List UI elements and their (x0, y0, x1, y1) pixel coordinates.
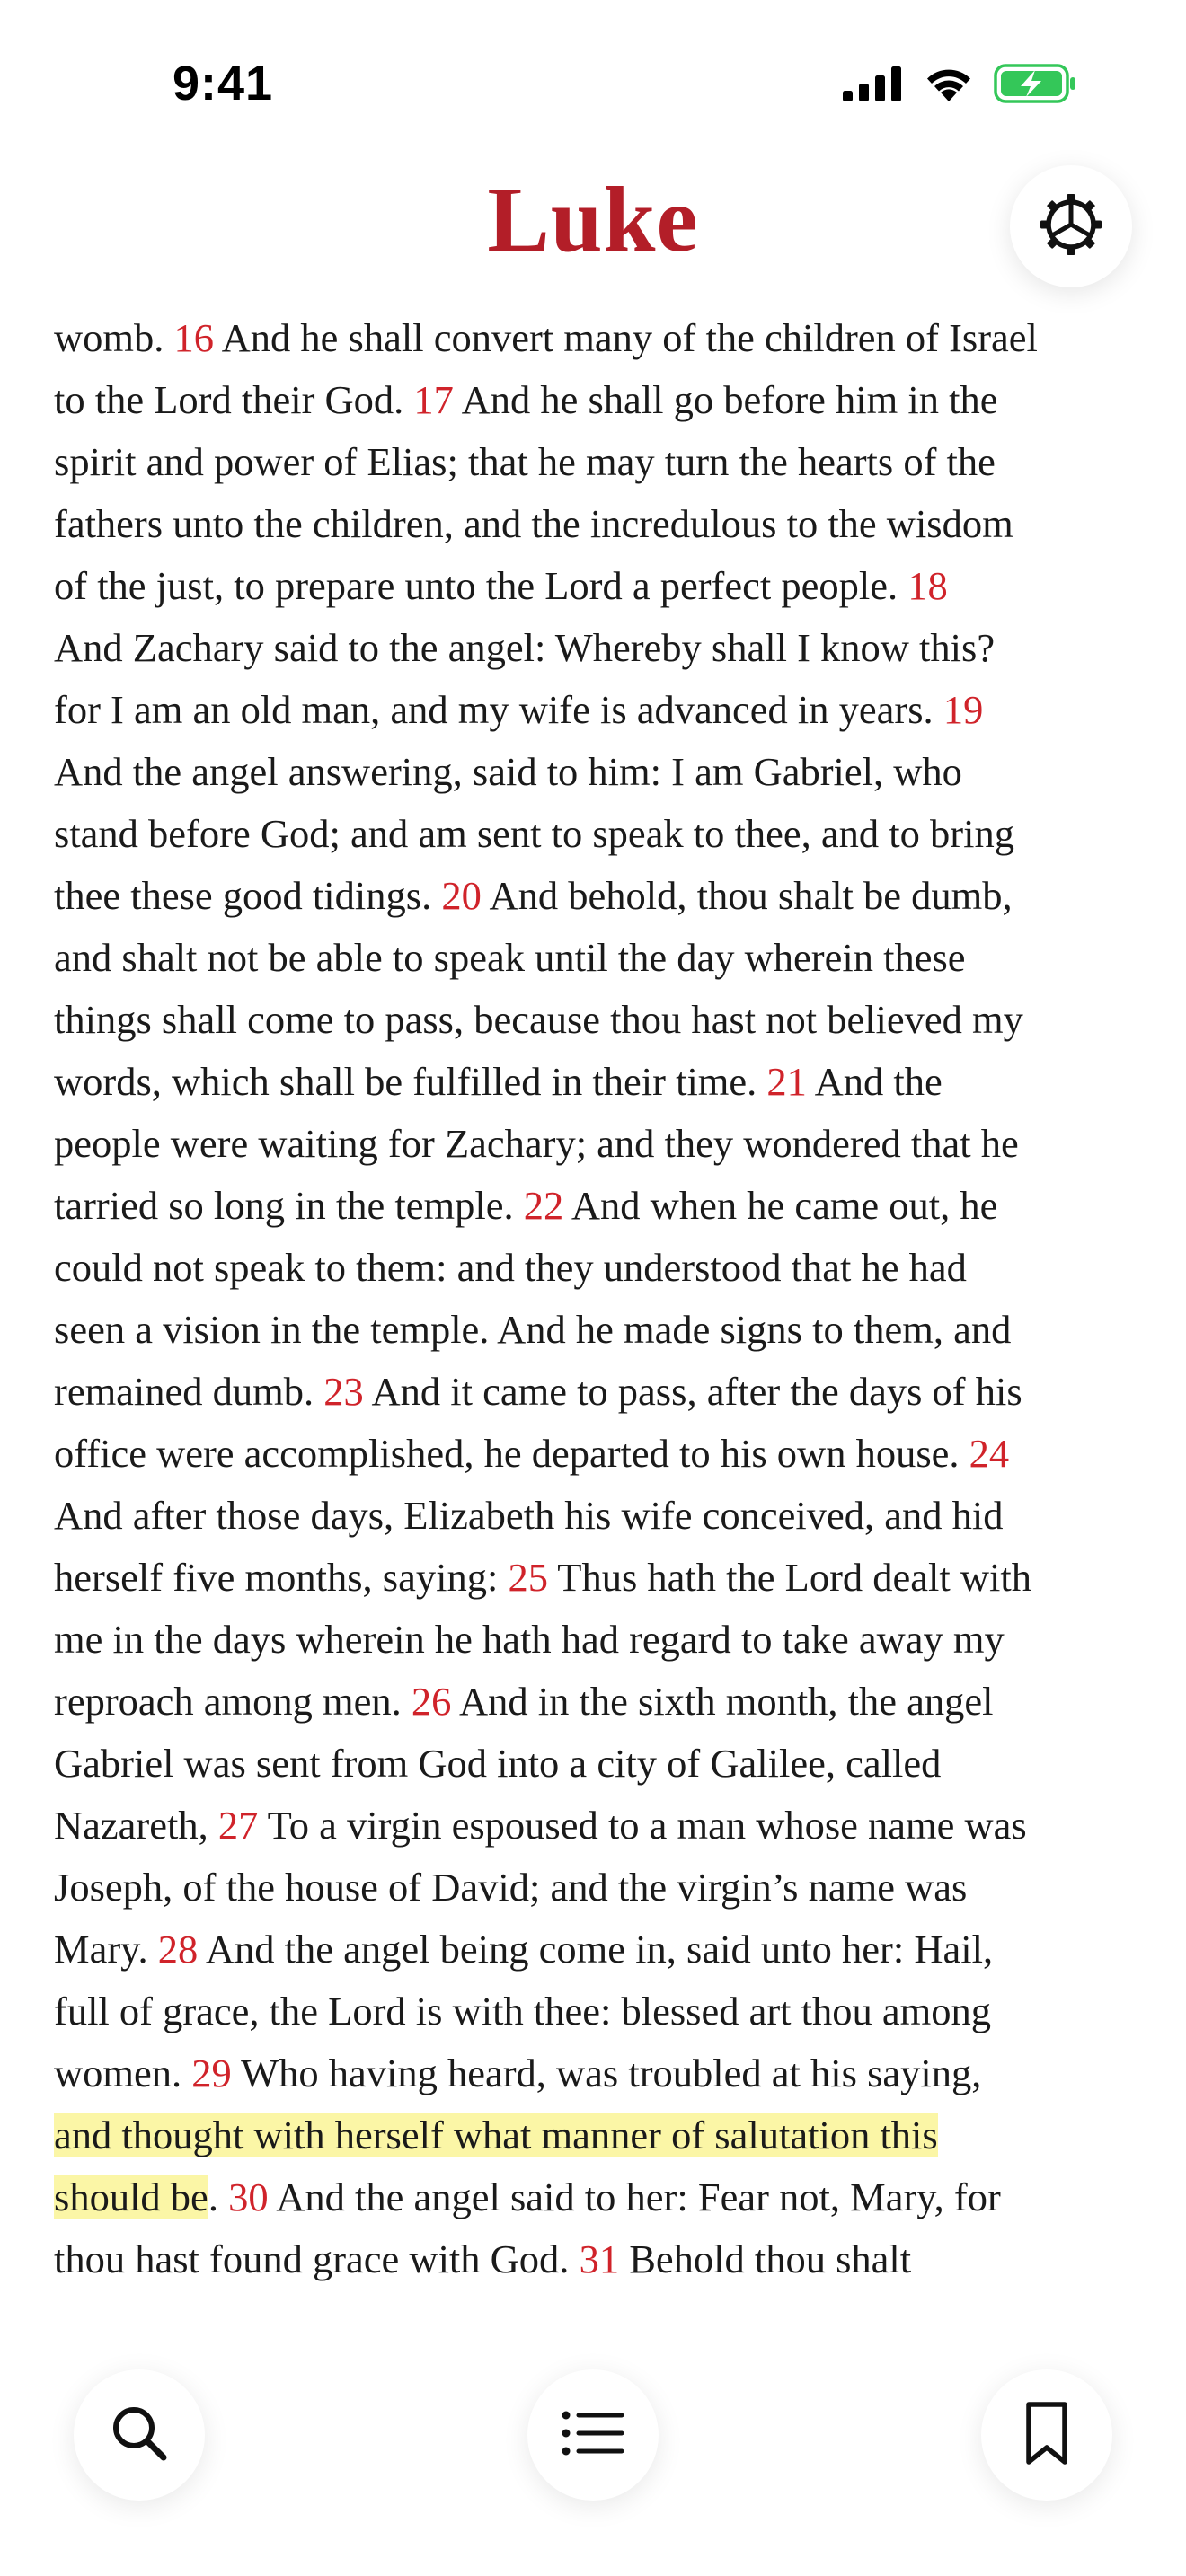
text-line (54, 989, 1141, 1051)
verse-number[interactable]: 18 (907, 563, 948, 608)
verse-number[interactable]: 22 (523, 1183, 564, 1228)
verse-text: Nazareth, (54, 1803, 218, 1848)
verse-text: words, which shall be fulfilled in their time. (54, 1059, 767, 1104)
verse-text: . (208, 2175, 229, 2219)
verse-text: thou hast found grace with God. (54, 2236, 580, 2281)
verse-number[interactable]: 24 (969, 1431, 1010, 1476)
verse-text: reproach among men. (54, 1679, 412, 1724)
verse-text: fathers unto the children, and the incredulous to the wisdom (54, 501, 1013, 546)
verse-text: And the angel being come in, said unto her: Hail, (198, 1927, 994, 1972)
verse-text: And the (806, 1059, 943, 1104)
chapter-text (54, 307, 1141, 2290)
verse-number[interactable]: 30 (228, 2175, 269, 2219)
battery-charging-icon (994, 63, 1078, 109)
text-line (54, 1733, 1141, 1795)
search-icon (108, 2402, 171, 2469)
list-icon (561, 2406, 625, 2465)
text-line (54, 2042, 1141, 2104)
text-line (54, 493, 1141, 555)
verse-text: And behold, thou shalt be dumb, (481, 873, 1013, 918)
bookmark-button[interactable] (981, 2369, 1112, 2501)
verse-text: Who having heard, was troubled at his saying, (231, 2051, 982, 2095)
text-line (54, 1919, 1141, 1981)
verse-number[interactable]: 29 (191, 2051, 232, 2095)
verse-text: Gabriel was sent from God into a city of Galilee, called (54, 1741, 942, 1786)
verse-text: Mary. (54, 1927, 158, 1972)
text-line (54, 307, 1141, 369)
text-line (54, 2228, 1141, 2290)
verse-text: seen a vision in the temple. And he made signs to them, and (54, 1307, 1012, 1352)
verse-number[interactable]: 19 (943, 687, 984, 732)
text-line (54, 1857, 1141, 1919)
text-line (54, 1113, 1141, 1175)
verse-text: To a virgin espoused to a man whose name was (258, 1803, 1027, 1848)
text-line (54, 1795, 1141, 1857)
verse-number[interactable]: 21 (766, 1059, 807, 1104)
verse-number[interactable]: 26 (411, 1679, 452, 1724)
verse-number[interactable]: 27 (217, 1803, 259, 1848)
text-line (54, 803, 1141, 865)
text-line (54, 2104, 1141, 2166)
gear-icon (1035, 189, 1107, 265)
table-of-contents-button[interactable] (527, 2369, 659, 2501)
verse-number[interactable]: 16 (173, 315, 214, 360)
verse-text: full of grace, the Lord is with thee: blessed art thou among (54, 1989, 991, 2033)
search-button[interactable] (74, 2369, 205, 2501)
verse-number[interactable]: 20 (441, 873, 482, 918)
text-line (54, 1547, 1141, 1609)
verse-text: And it came to pass, after the days of his (363, 1369, 1022, 1414)
verse-text: spirit and power of Elias; that he may turn the hearts of the (54, 439, 996, 484)
text-line (54, 617, 1141, 679)
verse-text: stand before God; and am sent to speak to thee, and to bring (54, 811, 1014, 856)
verse-text: things shall come to pass, because thou hast not believed my (54, 997, 1023, 1042)
wifi-icon (922, 64, 976, 108)
verse-text: Joseph, of the house of David; and the virgin’s name was (54, 1865, 968, 1910)
verse-text: people were waiting for Zachary; and they wondered that he (54, 1121, 1019, 1166)
verse-text: tarried so long in the temple. (54, 1183, 524, 1228)
text-line (54, 2166, 1141, 2228)
verse-text: to the Lord their God. (54, 377, 414, 422)
text-line (54, 555, 1141, 617)
verse-text: thee these good tidings. (54, 873, 442, 918)
verse-text: And after those days, Elizabeth his wife conceived, and hid (54, 1493, 1004, 1538)
text-line (54, 1237, 1141, 1299)
highlighted-text: should be (54, 2175, 208, 2219)
verse-text: office were accomplished, he departed to his own house. (54, 1431, 969, 1476)
verse-text: Behold thou shalt (619, 2236, 912, 2281)
verse-number[interactable]: 28 (157, 1927, 199, 1972)
text-line (54, 1485, 1141, 1547)
verse-text: And Zachary said to the angel: Whereby shall I know this? (54, 625, 996, 670)
verse-text: women. (54, 2051, 192, 2095)
verse-text: And he shall go before him in the (453, 377, 998, 422)
verse-text: And the angel answering, said to him: I am Gabriel, who (54, 749, 962, 794)
verse-text: me in the days wherein he hath had regard to take away my (54, 1617, 1005, 1662)
verse-number[interactable]: 25 (508, 1555, 548, 1600)
verse-text: for I am an old man, and my wife is advanced in years. (54, 687, 943, 732)
verse-number[interactable]: 23 (323, 1369, 364, 1414)
verse-text: and shalt not be able to speak until the day wherein these (54, 935, 966, 980)
verse-text: And the angel said to her: Fear not, Mary, for (268, 2175, 1001, 2219)
verse-text: And he shall convert many of the children of Israel (214, 315, 1038, 360)
text-line (54, 1981, 1141, 2042)
highlighted-text: and thought with herself what manner of salutation this (54, 2113, 938, 2157)
text-line (54, 927, 1141, 989)
text-line (54, 1361, 1141, 1423)
book-title: Luke (487, 168, 699, 271)
verse-text: Thus hath the Lord dealt with (547, 1555, 1032, 1600)
text-line (54, 1609, 1141, 1671)
verse-text: womb. (54, 315, 174, 360)
verse-text: of the just, to prepare unto the Lord a perfect people. (54, 563, 908, 608)
status-bar (0, 0, 1186, 171)
verse-text: And when he came out, he (563, 1183, 998, 1228)
verse-text: remained dumb. (54, 1369, 324, 1414)
status-icons (843, 63, 1078, 109)
verse-text: herself five months, saying: (54, 1555, 509, 1600)
verse-number[interactable]: 17 (413, 377, 454, 422)
status-time: 9:41 (173, 57, 274, 110)
settings-button[interactable] (1010, 165, 1132, 287)
text-line (54, 741, 1141, 803)
text-line (54, 1299, 1141, 1361)
text-line (54, 369, 1141, 431)
text-line (54, 431, 1141, 493)
bookmark-icon (1022, 2399, 1072, 2472)
verse-number[interactable]: 31 (579, 2236, 620, 2281)
verse-text: could not speak to them: and they understood that he had (54, 1245, 967, 1290)
text-line (54, 679, 1141, 741)
cellular-signal-icon (843, 66, 904, 106)
text-line (54, 1423, 1141, 1485)
verse-text: And in the sixth month, the angel (451, 1679, 994, 1724)
text-line (54, 1671, 1141, 1733)
text-line (54, 1175, 1141, 1237)
text-line (54, 1051, 1141, 1113)
text-line (54, 865, 1141, 927)
